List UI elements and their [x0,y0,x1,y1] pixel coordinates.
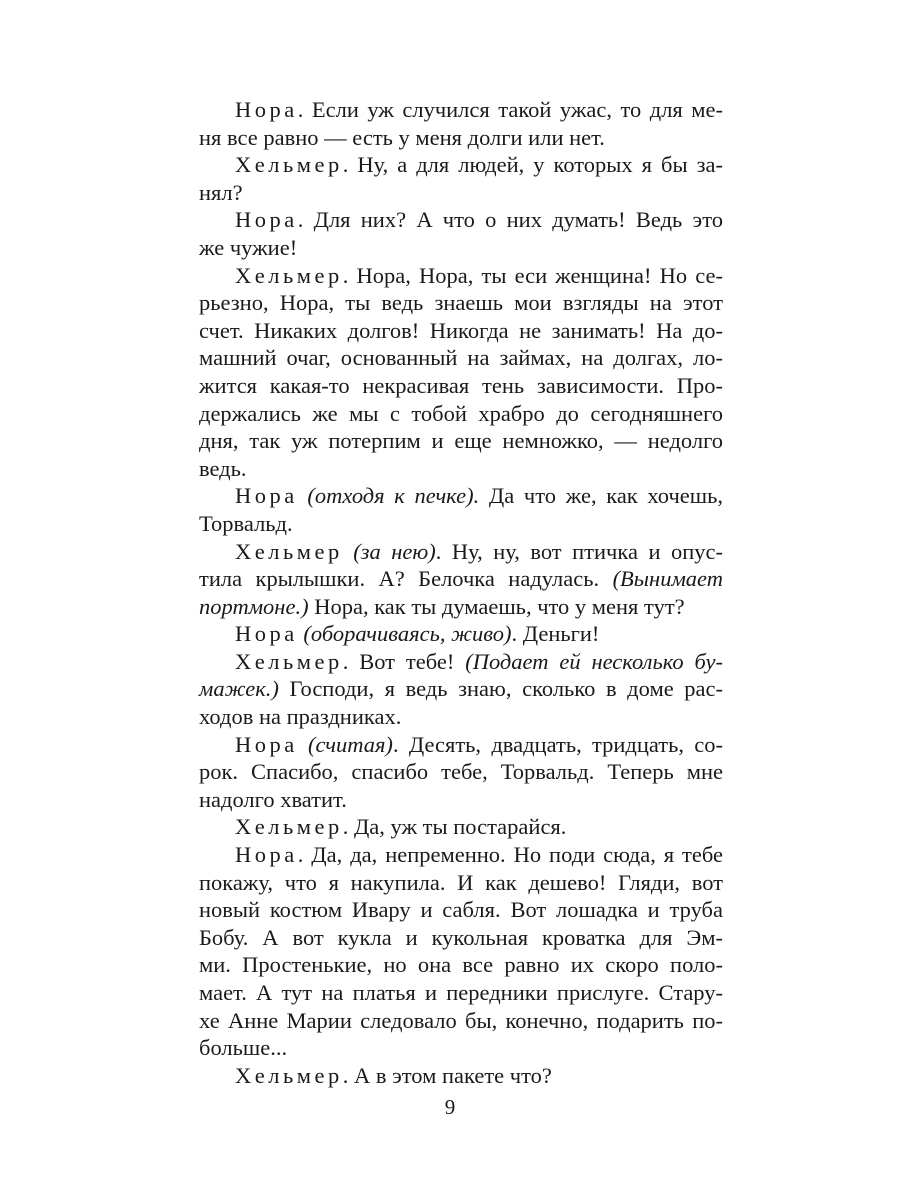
text-line [163,675,723,703]
line-text: Нора, как ты думаешь, что у меня тут? [308,593,685,619]
text-line [163,979,723,1007]
line-text: хе Анне Марии следовало бы, конечно, подарить по- [199,1007,723,1033]
speaker-name: Хельмер [235,648,343,674]
line-text: . Деньги! [511,621,600,647]
text-line [163,482,723,510]
text-line [163,758,723,786]
text-line [163,1062,723,1090]
line-text: . Ну, ну, вот птичка и опус- [435,538,723,564]
line-text: рьезно, Нора, ты ведь знаешь мои взгляды на этот [199,290,723,316]
speaker-name: Хельмер [235,152,343,178]
line-text [298,732,308,757]
line-text: . Да, да, непременно. Но поди сюда, я тебе [297,842,723,868]
text-line [163,1034,723,1062]
line-text: же чужие! [199,234,298,260]
line-text: Да что же, как хочешь, [479,483,723,509]
stage-direction: (отходя к печке). [307,483,480,509]
text-line [163,593,723,621]
speaker-name: Нора [235,621,298,647]
text-line [163,372,723,400]
line-text: больше... [199,1035,288,1061]
text-line [163,951,723,979]
speaker-name: Нора [235,842,298,868]
text-line [163,896,723,924]
line-text: ходов на праздниках. [199,704,402,730]
line-text: . Если уж случился такой ужас, то для ме- [297,97,723,122]
line-text: надолго хватит. [199,786,347,812]
line-text: нял? [199,179,243,205]
text-line [163,620,723,648]
line-text: рок. Спасибо, спасибо тебе, Торвальд. Теперь мне [199,759,723,785]
line-text: держались же мы с тобой храбро до сегодняшнего [199,400,723,426]
line-text: новый костюм Ивару и сабля. Вот лошадка и труба [199,897,723,923]
speaker-name: Нора [235,207,298,233]
speaker-name: Хельмер [235,1062,343,1088]
line-text: . Нора, Нора, ты еси женщина! Но се- [342,262,723,288]
line-text: Господи, я ведь знаю, сколько в доме рас- [278,676,723,702]
text-line [163,869,723,897]
text-line [163,786,723,814]
text-line [163,813,723,841]
line-text: . Десять, двадцать, тридцать, со- [392,731,723,757]
line-text: счет. Никаких долгов! Никогда не занимать! На до- [199,317,723,343]
text-line [163,1007,723,1035]
text-line [163,455,723,483]
text-line [163,234,723,262]
line-text: ведь. [199,455,247,481]
line-text: ми. Простенькие, но она все равно их скоро поло- [199,952,723,978]
line-text: мает. А тут на платья и передники прислуге. Стару- [199,980,723,1005]
text-line [163,703,723,731]
text-line [163,400,723,428]
text-line [163,262,723,290]
text-line [163,510,723,538]
line-text: . Да, уж ты постарайся. [342,814,567,840]
line-text: жится какая-то некрасивая тень зависимости. Про- [199,372,723,398]
line-text: . А в этом пакете что? [342,1062,552,1088]
speaker-name: Нора [235,731,298,757]
text-line [163,538,723,566]
speaker-name: Нора [235,97,298,122]
text-line [163,565,723,593]
line-text [298,483,308,508]
text-line [163,179,723,207]
text-line [163,427,723,455]
line-text: покажу, что я накупила. И как дешево! Гляди, вот [199,869,723,895]
stage-direction: (Подает ей несколько бу- [465,648,723,674]
line-text [343,539,354,564]
text-line [163,206,723,234]
line-text: Бобу. А вот кукла и кукольная кроватка для Эм- [199,924,723,950]
page-number: 9 [444,1095,456,1119]
stage-direction: (за нею) [353,538,436,564]
text-line [163,124,723,152]
line-text: . Для них? А что о них думать! Ведь это [297,207,723,233]
speaker-name: Хельмер [235,814,343,840]
text-line [163,648,723,676]
text-line [163,289,723,317]
text-line [163,151,723,179]
stage-direction: портмоне.) [199,593,309,619]
line-text: . Вот тебе! [342,648,466,674]
stage-direction: (Вынимает [612,566,723,592]
speaker-name: Хельмер [235,262,343,288]
dialogue-text-block [163,96,723,1089]
line-text: . Ну, а для людей, у которых я бы за- [342,152,723,178]
line-text: Торвальд. [199,510,293,536]
stage-direction: (оборачиваясь, живо) [303,621,512,647]
stage-direction: мажек.) [199,676,279,702]
text-line [163,317,723,345]
speaker-name: Нора [235,483,298,509]
text-line [163,344,723,372]
speaker-name: Хельмер [235,538,343,564]
line-text: тила крылышки. А? Белочка надулась. [199,566,613,592]
line-text: ня все равно — есть у меня долги или нет. [199,124,605,150]
line-text: дня, так уж потерпим и еще немножко, — недолго [199,428,723,454]
book-page-text [163,96,723,1089]
text-line [163,841,723,869]
stage-direction: (считая) [308,731,393,757]
text-line [163,731,723,759]
text-line [163,924,723,952]
text-line [163,96,723,124]
line-text: машний очаг, основанный на займах, на долгах, ло- [199,345,723,371]
